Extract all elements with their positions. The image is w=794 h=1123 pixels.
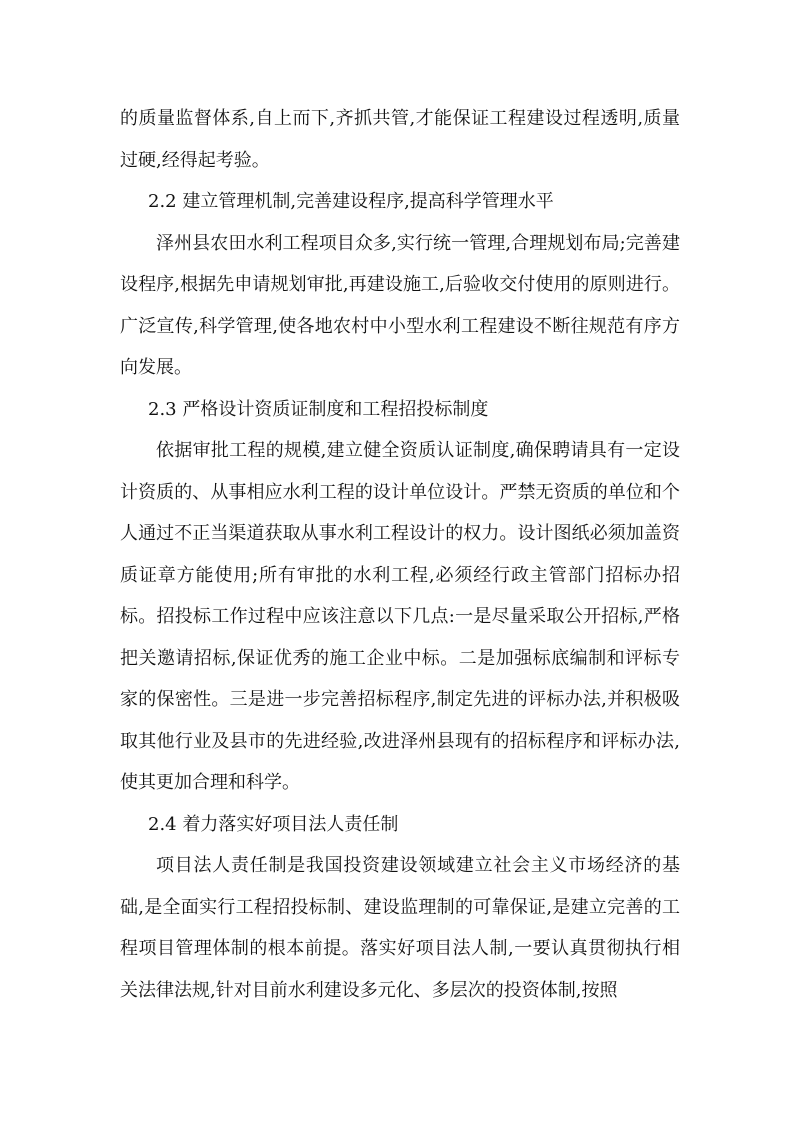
body-text [120, 98, 680, 1011]
section-heading-2-4: 2.4 着力落实好项目法人责任制 [148, 813, 399, 835]
paragraph-quality-supervision: 的质量监督体系,自上而下,齐抓共管,才能保证工程建设过程透明,质量过硬,经得起考验。 [120, 108, 680, 171]
section-heading-2-3: 2.3 严格设计资质证制度和工程招投标制度 [148, 398, 489, 420]
paragraph-management-mechanism: 泽州县农田水利工程项目众多,实行统一管理,合理规划布局;完善建设程序,根据先申请规划审批,再建设施工,后验收交付使用的原则进行。广泛宣传,科学管理,使各地农村中小型水利工程建设不断往规范有序方向发展。 [120, 232, 680, 378]
paragraph-design-qualification: 依据审批工程的规模,建立健全资质认证制度,确保聘请具有一定设计资质的、从事相应水利工程的设计单位设计。严禁无资质的单位和个人通过不正当渠道获取从事水利工程设计的权力。设计图纸必须加盖资质证章方能使用;所有审批的水利工程,必须经行政主管部门招标办招标。招投标工作过程中应该注意以下几点:一是尽量采取公开招标,严格把关邀请招标,保证优秀的施工企业中标。二是加强标底编制和评标专家的保密性。三是进一步完善招标程序,制定先进的评标办法,并积极吸取其他行业及县市的先进经验,改进泽州县现有的招标程序和评标办法,使其更加合理和科学。 [120, 440, 680, 793]
section-heading-2-2: 2.2 建立管理机制,完善建设程序,提高科学管理水平 [148, 191, 554, 212]
paragraph-project-legal-person: 项目法人责任制是我国投资建设领域建立社会主义市场经济的基础,是全面实行工程招投标制、建设监理制的可靠保证,是建立完善的工程项目管理体制的根本前提。落实好项目法人制,一要认真贯彻执行相关法律法规,针对目前水利建设多元化、多层次的投资体制,按照 [120, 855, 680, 1001]
